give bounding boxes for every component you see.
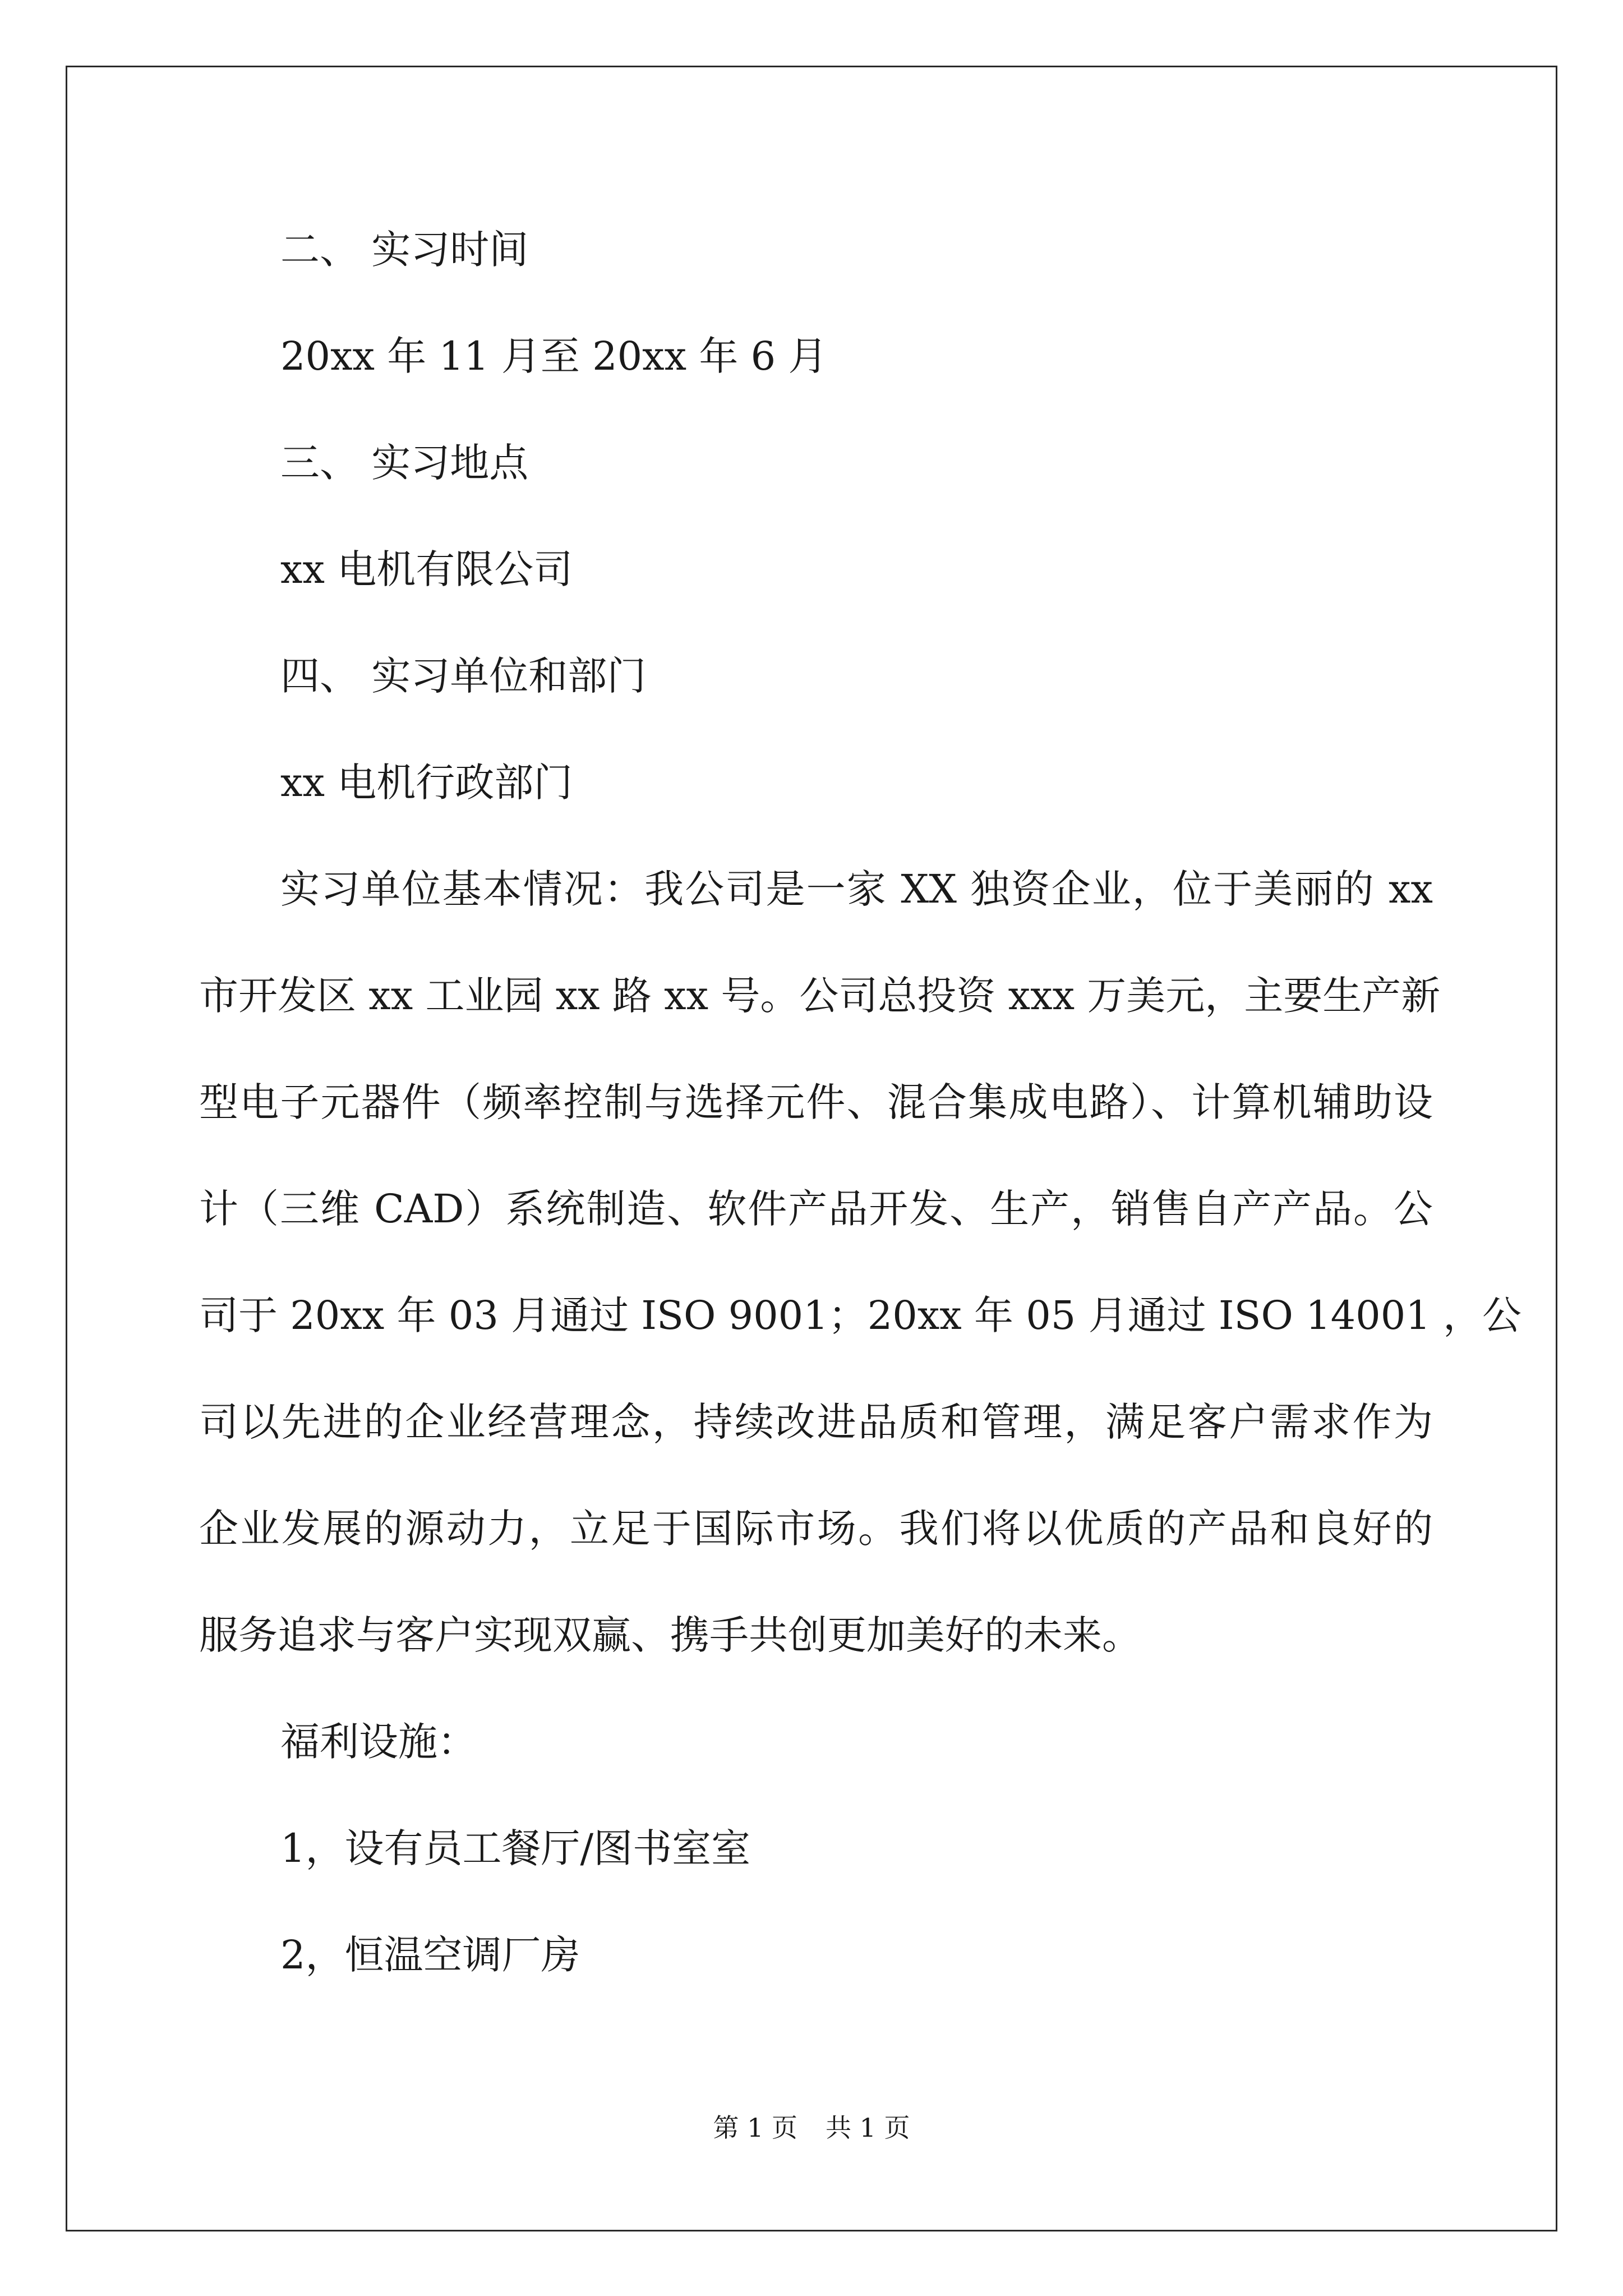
section-heading-3: 三、 实习地点: [280, 440, 529, 486]
paragraph-line: 实习单位基本情况：我公司是一家 XX 独资企业，位于美丽的 xx: [280, 866, 1433, 912]
internship-department: xx 电机行政部门: [280, 760, 573, 806]
section-heading-4: 四、 实习单位和部门: [280, 653, 647, 699]
paragraph-line: 司于 20xx 年 03 月通过 ISO 9001；20xx 年 05 月通过 ISO 14001 ，公: [199, 1292, 1522, 1338]
paragraph-line: 计（三维 CAD）系统制造、软件产品开发、生产，销售自产产品。公: [199, 1186, 1433, 1232]
page-border: [66, 66, 1557, 2231]
page-footer: [0, 2115, 1623, 2141]
paragraph-line: 市开发区 xx 工业园 xx 路 xx 号。公司总投资 xxx 万美元，主要生产新: [199, 973, 1441, 1019]
welfare-heading: 福利设施：: [280, 1719, 477, 1765]
paragraph-line: 服务追求与客户实现双赢、携手共创更加美好的未来。: [199, 1612, 1141, 1658]
internship-location: xx 电机有限公司: [280, 546, 573, 592]
welfare-item: 1，设有员工餐厅/图书室室: [280, 1825, 751, 1871]
welfare-item: 2，恒温空调厂房: [280, 1932, 580, 1978]
paragraph-line: 企业发展的源动力，立足于国际市场。我们将以优质的产品和良好的: [199, 1506, 1433, 1552]
internship-period: 20xx 年 11 月至 20xx 年 6 月: [280, 333, 828, 379]
section-heading-2: 二、 实习时间: [280, 227, 529, 273]
paragraph-line: 型电子元器件（频率控制与选择元件、混合集成电路）、计算机辅助设: [199, 1079, 1433, 1125]
page-total: 共 1 页: [826, 2113, 910, 2143]
page-number: 第 1 页: [713, 2113, 797, 2143]
paragraph-line: 司以先进的企业经营理念，持续改进品质和管理，满足客户需求作为: [199, 1399, 1433, 1445]
